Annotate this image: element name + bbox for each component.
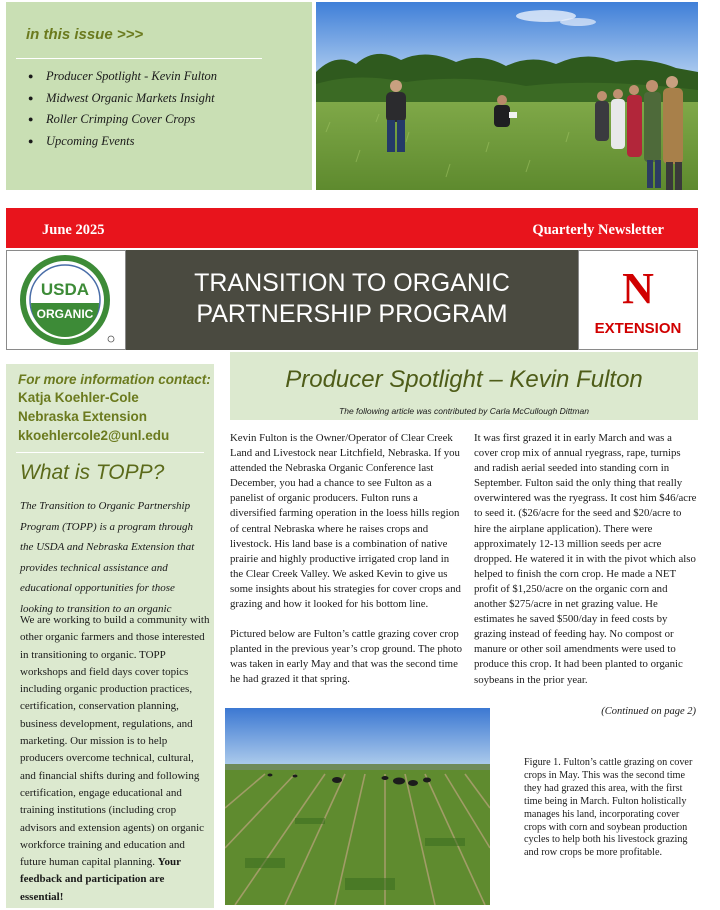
contact-heading: For more information contact:: [18, 372, 211, 387]
issue-item[interactable]: ● Roller Crimping Cover Crops: [28, 109, 217, 131]
article-headline: Producer Spotlight – Kevin Fulton: [285, 366, 643, 393]
bullet-icon: ●: [28, 92, 34, 103]
article-header: [230, 352, 698, 420]
nebraska-extension-logo: [578, 250, 698, 350]
contact-email[interactable]: kkoehlercole2@unl.edu: [18, 428, 170, 443]
article-byline: The following article was contributed by Carla McCullough Dittman: [339, 406, 589, 416]
contact-org: Nebraska Extension: [18, 409, 148, 424]
article-paragraph: It was first grazed it in early March and was a cover crop mix of annual ryegrass, rape, turnips and radish aerial seeded into standing corn in September. Fulton said the only thing that really overwintered was the ryegrass. It cost him $46/acre to seed it. ($26/acre for the seed and $20/acre to hire the airplane application). There were approximately 12-13 million seeds per acre dropped. He watered it in with the pivot which also helped to finish the corn crop. He made a NET profit of $1,250/acre on the organic corn and another $275/acre in net grazing value. He estimates he saved $500/day in feed costs by grazing instead of feeding hay. No compost or manure or other soil amendments were used to produce this crop. It had been planted to organic soybeans in the prior year.: [474, 432, 697, 686]
contact-name: Katja Koehler-Cole: [18, 390, 139, 405]
field-day-photo: [316, 2, 698, 190]
bullet-icon: ●: [28, 135, 34, 146]
usda-organic-seal-icon: [7, 251, 125, 349]
topp-body: We are working to build a community with other organic farmers and those interested in transitioning to organic. TOPP workshops and field days cover topics including organic production practices, certification, conservation planning, business development, regulations, and marketing. Our mission is to help producers overcome technical, cultural, and financial shifts during and following certification, engage educational and training institutions (including crop advisors and extension agents) on organic workforce training and education and future human capital planning. Your feedback and participation are essential!: [20, 614, 210, 903]
usda-logo-bottom: ORGANIC: [36, 307, 94, 321]
continued-note[interactable]: (Continued on page 2): [601, 706, 696, 717]
topp-call-to-action: Your feedback and participation are essential!: [20, 856, 181, 903]
nebraska-n-icon: [579, 251, 697, 349]
bullet-icon: ●: [28, 114, 34, 124]
issue-item[interactable]: ● Producer Spotlight - Kevin Fulton: [28, 66, 217, 88]
figure-caption: Figure 1. Fulton’s cattle grazing on cover crops in May. This was the second time they had grazed this area, with the first time being in March. Fulton holistically manages his land, incorporating cover crops with corn and soybean production cycles to help both his livestock grazing and row crops be more profitable.: [524, 757, 693, 859]
sidebar: [6, 364, 214, 908]
issue-item[interactable]: ● Midwest Organic Markets Insight: [28, 88, 217, 110]
article-paragraph: Pictured below are Fulton’s cattle grazing cover crop planted in the previous year’s crop ground. The photo was taken in early May and that was the second time he had grazed it that spring.: [230, 628, 462, 686]
cattle-grazing-photo: [225, 708, 490, 905]
topp-intro: The Transition to Organic Partnership Program (TOPP) is a program through the USDA and Nebraska Extension that provides technical assistance and educational opportunities for those looking to transition to an organic: [20, 500, 195, 615]
usda-organic-logo: [6, 250, 126, 350]
article-paragraph: Kevin Fulton is the Owner/Operator of Clear Creek Land and Livestock near Litchfield, Nebraska. If you attended the Nebraska Organic Conference last December, you had a chance to see Fulton as a panelist of organic producers. Fulton runs a diversified farming operation in the loess hills region of central Nebraska where he raises crops and livestock. His land base is a combination of native prairie and highly productive irrigated crop land in the Clear Creek Valley. We asked Kevin to give us some insights about his strategies for cover crops and grazing and how it looked for his bottom line.: [230, 432, 461, 611]
newsletter-band: [6, 208, 698, 248]
topp-heading: What is TOPP?: [20, 461, 165, 484]
issue-item[interactable]: ● Upcoming Events: [28, 131, 217, 153]
usda-logo-top: USDA: [40, 280, 90, 299]
title-line-2: PARTNERSHIP PROGRAM: [196, 300, 508, 328]
article-column-1: [230, 431, 464, 688]
in-this-issue-box: [6, 2, 312, 190]
article-column-2: [474, 431, 698, 688]
unl-logo-letter: N: [622, 264, 654, 313]
newsletter-type: Quarterly Newsletter: [532, 222, 664, 238]
title-line-1: TRANSITION TO ORGANIC: [194, 269, 510, 297]
bullet-icon: ●: [28, 71, 34, 81]
issue-heading: in this issue >>>: [26, 26, 144, 43]
issue-list: [28, 66, 217, 152]
divider: [16, 58, 262, 59]
divider: [16, 452, 204, 453]
issue-date: June 2025: [42, 222, 105, 238]
masthead-title: [126, 250, 578, 350]
unl-logo-text: EXTENSION: [594, 320, 682, 337]
